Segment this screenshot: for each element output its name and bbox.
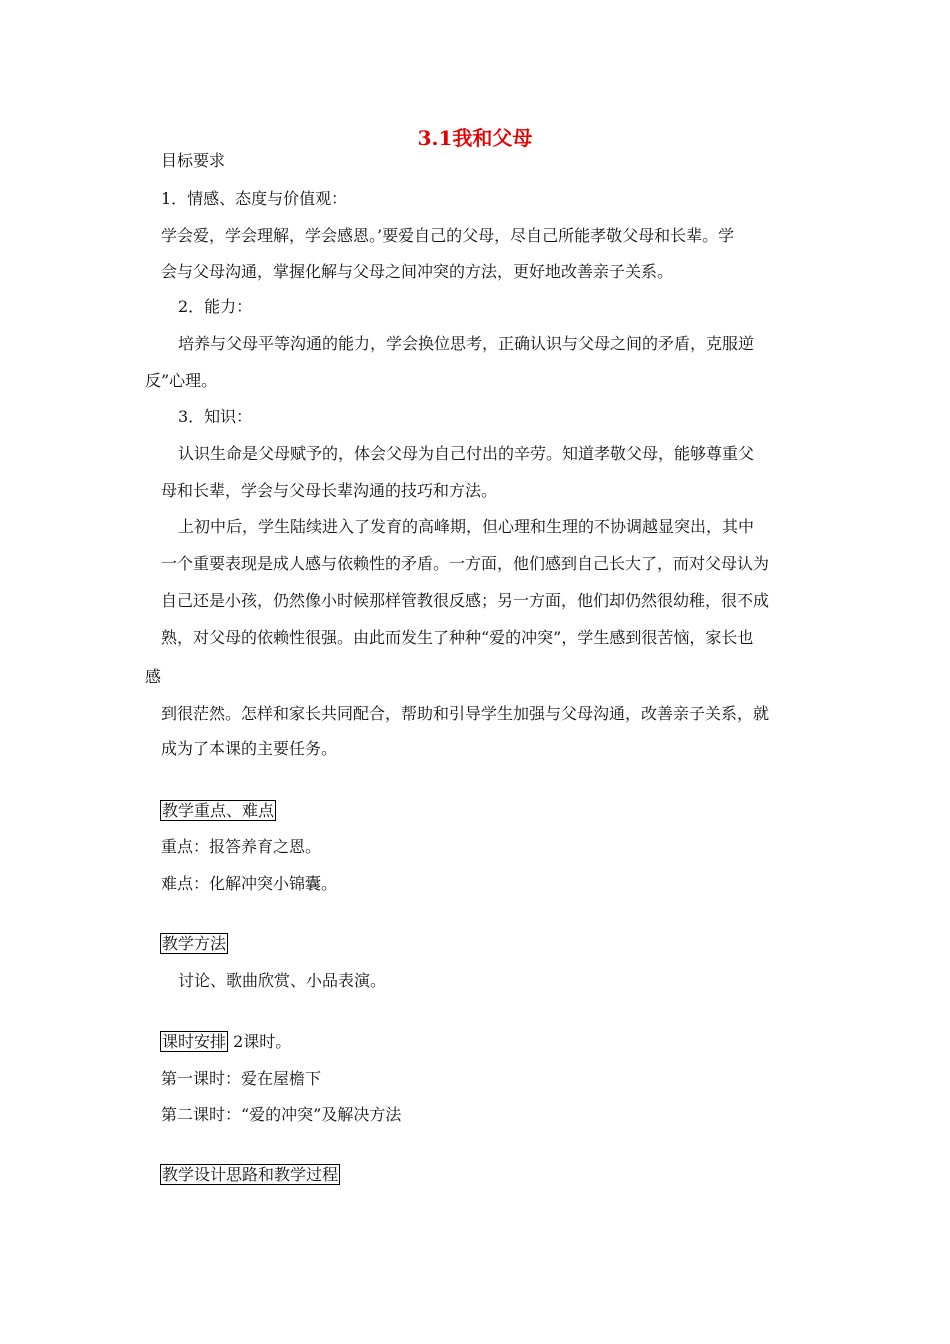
objectives-heading: 目标要求	[161, 151, 226, 170]
methods-heading	[160, 934, 228, 954]
design-heading-text: 教学设计思路和教学过程	[162, 1165, 339, 1184]
background-line-5: 感	[145, 667, 162, 686]
objective-3-text-line-2: 母和长辈，学会与父母长辈沟通的技巧和方法。	[161, 481, 498, 500]
background-line-7: 成为了本课的主要任务。	[161, 739, 338, 758]
objective-1-text-line-1: 学会爱，学会理解，学会感恩。’要爱自己的父母，尽自己所能孝敬父母和长辈。学	[161, 226, 735, 245]
methods-heading-text: 教学方法	[162, 934, 227, 953]
design-heading	[160, 1165, 340, 1185]
methods-text: 讨论、歌曲欣赏、小品表演。	[178, 971, 387, 990]
focus-point: 重点：报答养育之恩。	[161, 837, 322, 856]
objective-2-heading: 2．能力：	[178, 297, 253, 316]
document-title: 3.1我和父母	[417, 126, 533, 150]
objective-1-heading: 1．情感、态度与价值观：	[161, 189, 348, 208]
objective-3-heading: 3．知识：	[178, 407, 253, 426]
key-points-heading-text: 教学重点、难点	[162, 801, 275, 820]
schedule-heading-row	[160, 1032, 291, 1052]
background-line-4: 熟，对父母的依赖性很强。由此而发生了种种“爱的冲突”，学生感到很苦恼，家长也	[161, 628, 754, 647]
background-line-1: 上初中后，学生陆续进入了发育的高峰期，但心理和生理的不协调越显突出，其中	[178, 517, 755, 536]
schedule-hours: 2课时。	[233, 1032, 292, 1051]
background-line-2: 一个重要表现是成人感与依赖性的矛盾。一方面，他们感到自己长大了，而对父母认为	[161, 554, 770, 573]
objective-3-text-line-1: 认识生命是父母赋予的，体会父母为自己付出的辛劳。知道孝敬父母，能够尊重父	[178, 444, 755, 463]
difficulty-point: 难点：化解冲突小锦囊。	[161, 874, 338, 893]
objective-1-text-line-2: 会与父母沟通，掌握化解与父母之间冲突的方法，更好地改善亲子关系。	[161, 262, 674, 281]
key-points-heading	[160, 801, 276, 821]
objective-2-text-line-1: 培养与父母平等沟通的能力，学会换位思考，正确认识与父母之间的矛盾，克服逆	[178, 334, 755, 353]
lesson-1: 第一课时：爱在屋檐下	[161, 1069, 322, 1088]
background-line-3: 自己还是小孩，仍然像小时候那样管教很反感；另一方面，他们却仍然很幼稚，很不成	[161, 591, 770, 610]
lesson-2: 第二课时：“爱的冲突”及解决方法	[161, 1105, 402, 1124]
background-line-6: 到很茫然。怎样和家长共同配合，帮助和引导学生加强与父母沟通，改善亲子关系，就	[161, 704, 770, 723]
objective-2-text-line-2: 反”心理。	[145, 371, 218, 390]
schedule-heading: 课时安排	[162, 1032, 227, 1051]
